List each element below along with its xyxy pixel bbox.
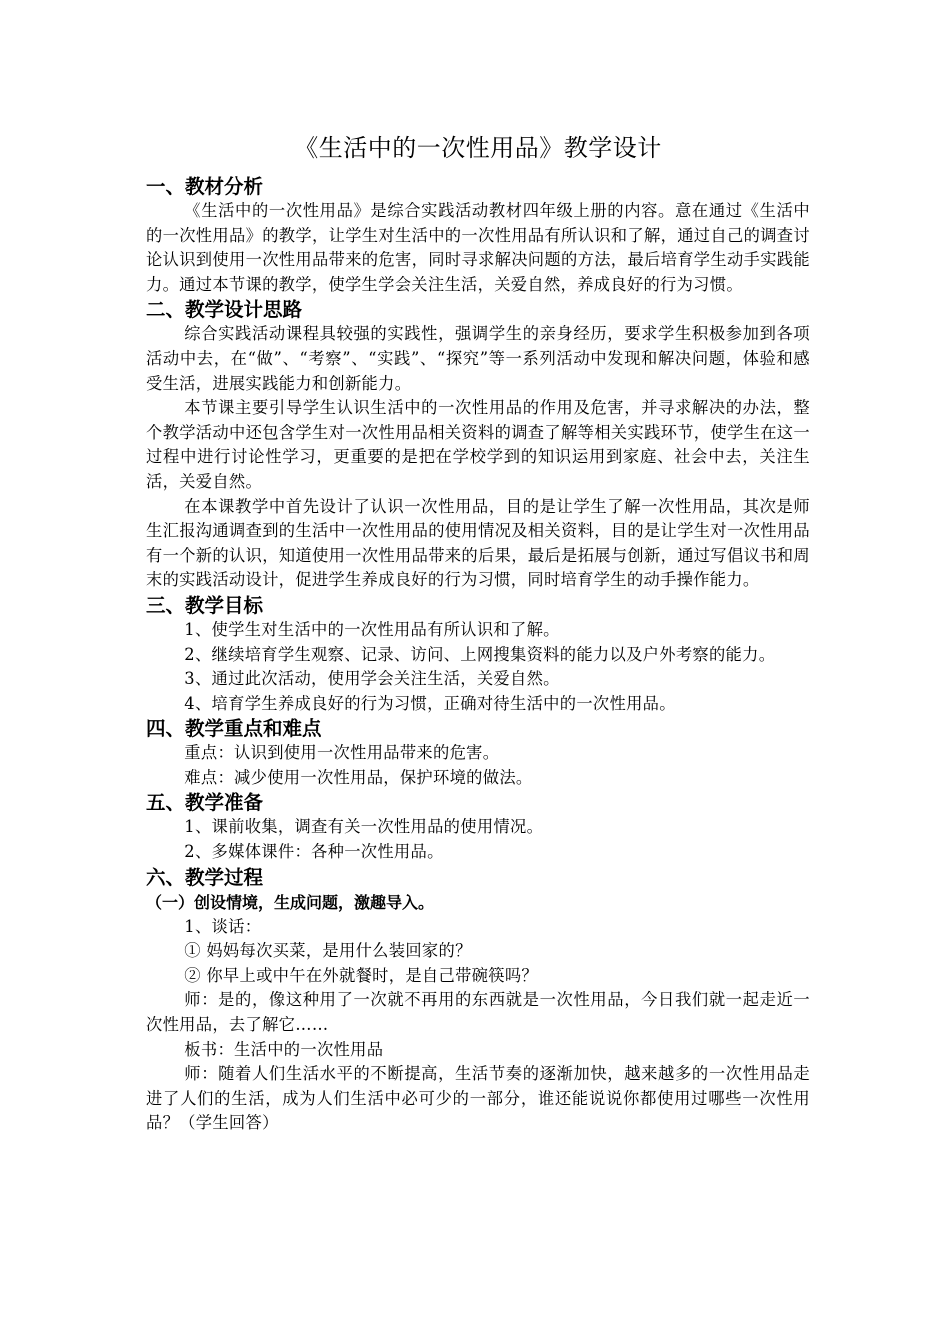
section-heading: 二、教学设计思路: [146, 298, 303, 322]
section-textbook-analysis: [146, 174, 810, 297]
paragraph: 4、培育学生养成良好的行为习惯，正确对待生活中的一次性用品。: [184, 693, 676, 713]
paragraph: 1、谈话：: [184, 916, 262, 936]
section-preparation: [146, 790, 810, 864]
paragraph: 重点：认识到使用一次性用品带来的危害。: [184, 743, 500, 763]
subsection-heading: （一）创设情境，生成问题，激趣导入。: [146, 892, 435, 912]
paragraph: 在本课教学中首先设计了认识一次性用品，目的是让学生了解一次性用品，其次是师生汇报沟通调查到的生活中一次性用品的使用情况及相关资料，目的是让学生对一次性用品有一个新的认识，知道使用一次性用品带来的后果，最后是拓展与创新，通过写倡议书和周末的实践活动设计，促进学生养成良好的行为习惯，同时培育学生的动手操作能力。: [146, 496, 810, 590]
paragraph: 师：是的，像这种用了一次就不再用的东西就是一次性用品，今日我们就一起走近一次性用品，去了解它……: [146, 990, 810, 1035]
section-heading: 五、教学准备: [146, 791, 264, 815]
paragraph: 师：随着人们生活水平的不断提高，生活节奏的逐渐加快，越来越多的一次性用品走进了人们的生活，成为人们生活中必可少的一部分，谁还能说说你都使用过哪些一次性用品？（学生回答）: [146, 1064, 810, 1133]
section-teaching-process: [146, 865, 810, 1136]
section-design-idea: [146, 297, 810, 593]
paragraph: 2、多媒体课件：各种一次性用品。: [184, 842, 444, 862]
section-heading: 六、教学过程: [146, 865, 264, 889]
section-teaching-goals: [146, 593, 810, 716]
paragraph: 2、继续培育学生观察、记录、访问、上网搜集资料的能力以及户外考察的能力。: [184, 644, 776, 664]
section-heading: 一、教材分析: [146, 175, 264, 198]
section-heading: 三、教学目标: [146, 593, 264, 617]
paragraph: ① 妈妈每次买菜，是用什么装回家的？: [184, 941, 472, 961]
paragraph: 本节课主要引导学生认识生活中的一次性用品的作用及危害，并寻求解决的办法，整个教学活动中还包含学生对一次性用品相关资料的调查了解等相关实践环节，使学生在这一过程中进行讨论性学习，更重要的是把在学校学到的知识运用到家庭、社会中去，关注生活，关爱自然。: [146, 398, 810, 491]
paragraph: 1、课前收集，调查有关一次性用品的使用情况。: [184, 817, 544, 837]
paragraph: 1、使学生对生活中的一次性用品有所认识和了解。: [184, 619, 560, 639]
paragraph: 综合实践活动课程具较强的实践性，强调学生的亲身经历，要求学生积极参加到各项活动中去，在“做”、“考察”、“实践”、“探究”等一系列活动中发现和解决问题，体验和感受生活，进展实践能力和创新能力。: [146, 324, 810, 393]
document-title: 《生活中的一次性用品》教学设计: [294, 134, 662, 162]
paragraph: 板书：生活中的一次性用品: [184, 1039, 384, 1059]
paragraph: ② 你早上或中午在外就餐时，是自己带碗筷吗？: [184, 965, 538, 985]
section-heading: 四、教学重点和难点: [146, 717, 322, 741]
paragraph: 3、通过此次活动，使用学会关注生活，关爱自然。: [184, 669, 560, 689]
section-key-points: [146, 716, 810, 790]
paragraph: 难点：减少使用一次性用品，保护环境的做法。: [184, 767, 533, 787]
paragraph: 《生活中的一次性用品》是综合实践活动教材四年级上册的内容。意在通过《生活中的一次性用品》的教学，让学生对生活中的一次性用品有所认识和了解，通过自己的调查讨论认识到使用一次性用品带来的危害，同时寻求解决问题的方法，最后培育学生动手实践能力。通过本节课的教学，使学生学会关注生活，关爱自然，养成良好的行为习惯。: [146, 201, 810, 294]
